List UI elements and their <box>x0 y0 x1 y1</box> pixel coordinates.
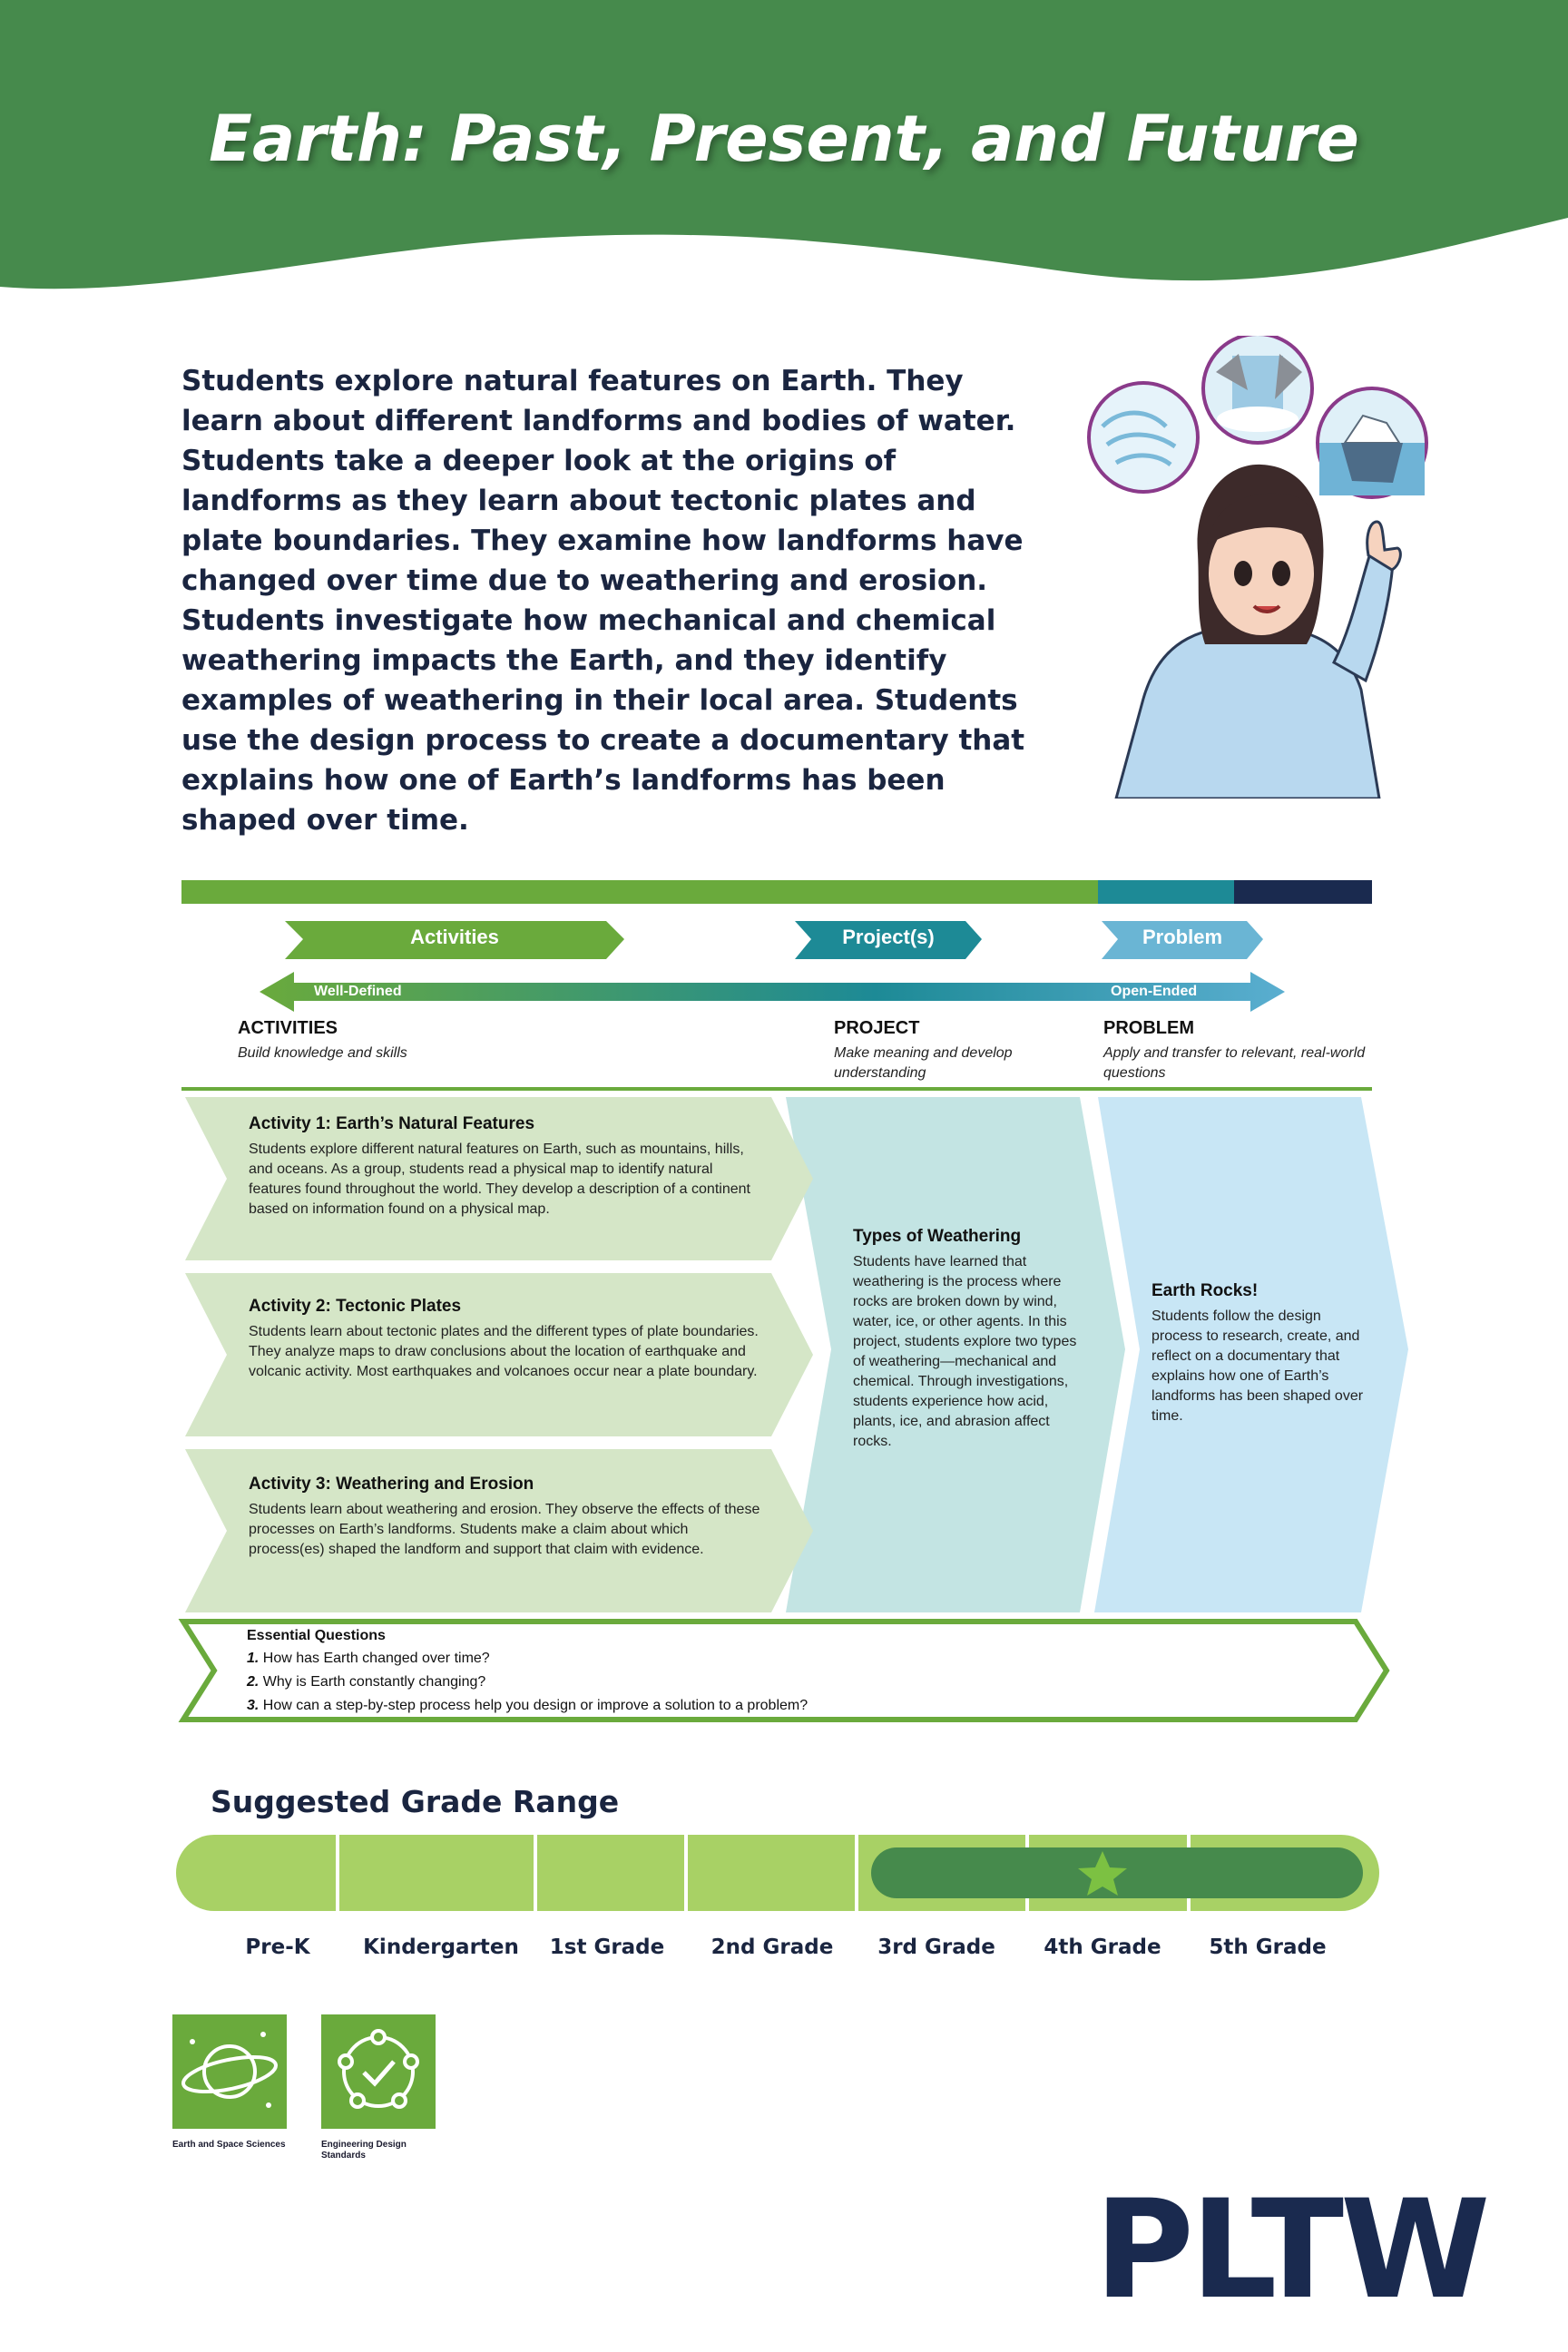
project-title: Types of Weathering <box>853 1227 1022 1246</box>
progression-bar-activities <box>181 880 1098 904</box>
grade-label-prek: Pre-K <box>245 1936 310 1959</box>
column-sub-problem: Apply and transfer to relevant, real-world questions <box>1103 1045 1366 1081</box>
earth-space-sciences-badge <box>172 2014 287 2129</box>
wind-bubble-icon <box>1089 383 1198 492</box>
earth-space-sciences-label: Earth and Space Sciences <box>172 2140 286 2150</box>
column-heading-activities: ACTIVITIES <box>238 1018 338 1038</box>
activity-3-title: Activity 3: Weathering and Erosion <box>249 1475 534 1494</box>
essential-question-1: 1. How has Earth changed over time? <box>247 1651 490 1666</box>
column-heading-problem: PROBLEM <box>1103 1018 1194 1038</box>
problem-title: Earth Rocks! <box>1152 1281 1259 1300</box>
essential-question-2: 2. Why is Earth constantly changing? <box>247 1674 486 1690</box>
progression-bar-project <box>1098 880 1234 904</box>
grade-label-3rd: 3rd Grade <box>877 1936 995 1959</box>
essential-question-3: 3. How can a step-by-step process help you design or improve a solution to a problem? <box>247 1698 808 1713</box>
activity-1-text: Students explore different natural features on Earth, such as mountains, hills, and oceans. As a group, students read a physical map to identify natural features found throughout the world. They develop a description of a continent based on information found on a physical map. <box>249 1142 750 1217</box>
girl-character <box>1116 465 1400 799</box>
activities-chevron-label: Activities <box>410 926 499 948</box>
activity-2-title: Activity 2: Tectonic Plates <box>249 1297 462 1316</box>
progression-bar-problem <box>1234 880 1372 904</box>
essential-questions-title: Essential Questions <box>247 1628 386 1643</box>
column-heading-project: PROJECT <box>834 1018 920 1038</box>
activity-2-text: Students learn about tectonic plates and the different types of plate boundaries. They analyze maps to draw conclusions about the location of earthquake and volcanic activity. Most earthquakes and volcanoes occur near a plate boundary. <box>249 1324 759 1379</box>
scale-left-label: Well-Defined <box>314 984 402 999</box>
scale-right-label: Open-Ended <box>1111 984 1198 999</box>
engineering-design-label: Engineering Design Standards <box>321 2140 407 2161</box>
grade-label-5th: 5th Grade <box>1209 1936 1327 1959</box>
grade-label-kindergarten: Kindergarten <box>363 1936 519 1959</box>
design-cycle-check-icon <box>321 2014 436 2129</box>
planet-icon <box>172 2014 287 2129</box>
grade-label-1st: 1st Grade <box>549 1936 665 1959</box>
intro-paragraph: Students explore natural features on Earth. They learn about different landforms and bodies of water. Students take a deeper look at the origins of landforms as they learn about tectonic plates and plate boundaries. They examine how landforms have changed over time due to weathering and erosion. Students investigate how mechanical and chemical weathering impacts the Earth, and they identify examples of weathering in their local area. Students use the design process to create a documentary that explains how one of Earth’s landforms has been shaped over time. <box>181 365 1025 837</box>
problem-chevron-label: Problem <box>1142 926 1223 948</box>
iceberg-bubble-icon <box>1318 388 1426 497</box>
problem-text: Students follow the design process to research, create, and reflect on a documentary that explains how one of Earth’s landforms has been shaped over time. <box>1152 1308 1364 1424</box>
column-sub-project: Make meaning and develop understanding <box>834 1045 1013 1081</box>
waterfall-bubble-icon <box>1203 336 1312 443</box>
column-sub-activities: Build knowledge and skills <box>238 1045 407 1061</box>
activity-3-text: Students learn about weathering and erosion. They observe the effects of these processes on Earth’s landforms. Students make a claim about which process(es) shaped the landform and support that claim with evidence. <box>249 1502 760 1557</box>
progression-chevrons <box>0 912 1568 1030</box>
activity-1-title: Activity 1: Earth’s Natural Features <box>249 1114 535 1133</box>
project-text: Students have learned that weathering is the process where rocks are broken down by wind, water, ice, or other agents. In this project, students explore two types of weathering—mechanical and chemical. Through investigations, students experience how acid, plants, ice, and abrasion affect rocks. <box>853 1254 1077 1449</box>
grade-range-heading: Suggested Grade Range <box>211 1784 620 1819</box>
engineering-design-badge <box>321 2014 436 2129</box>
grade-label-2nd: 2nd Grade <box>710 1936 834 1959</box>
pltw-logo: PLTW <box>1094 2171 1487 2329</box>
project-chevron-label: Project(s) <box>842 926 935 948</box>
header-banner <box>0 0 1568 309</box>
grade-label-4th: 4th Grade <box>1044 1936 1161 1959</box>
student-illustration <box>1080 336 1434 799</box>
grade-range-bar <box>172 1831 1388 1915</box>
page-title: Earth: Past, Present, and Future <box>209 102 1359 176</box>
